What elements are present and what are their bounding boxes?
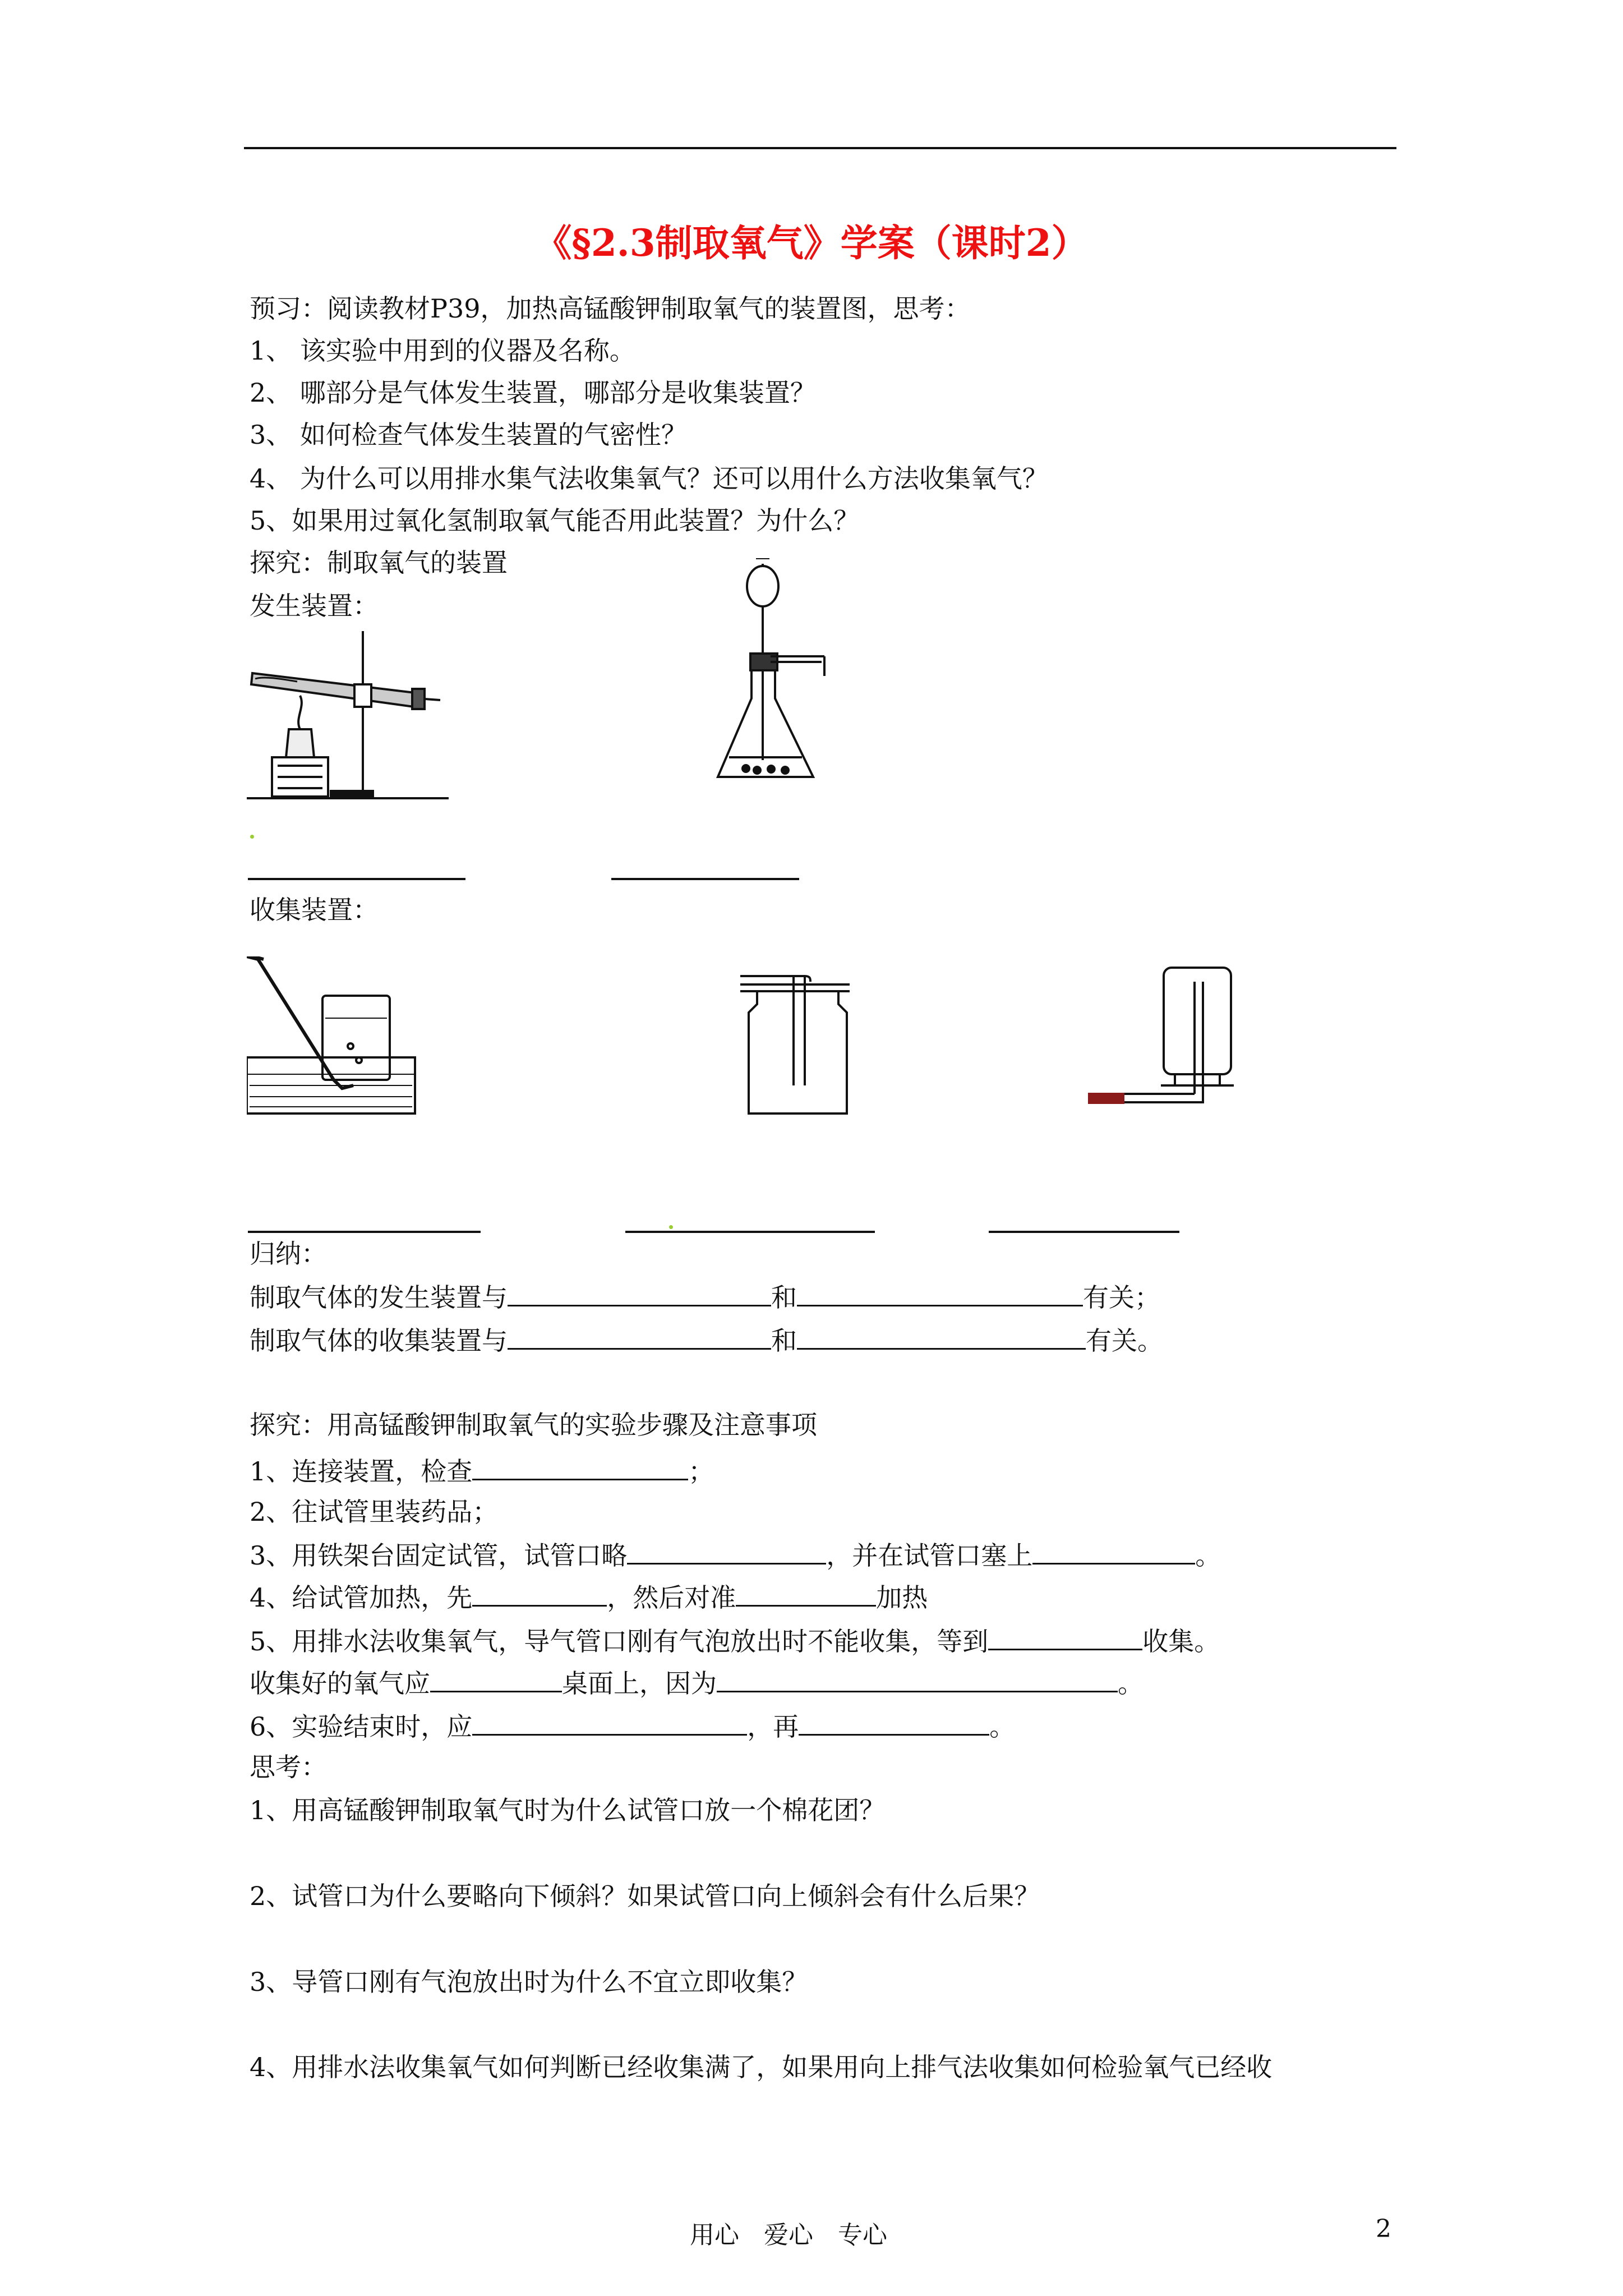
water-displacement-collection-figure [247,956,426,1119]
summary-1-mid: 和 [771,1282,797,1313]
fill-blank[interactable] [797,1279,1083,1306]
fill-blank[interactable] [1032,1537,1195,1565]
speck [669,1225,673,1229]
step-6-text: 6、实验结束时，应 [250,1711,473,1742]
speck [250,835,254,839]
upward-air-displacement-figure [740,956,858,1119]
summary-1-prefix: 制取气体的发生装置与 [250,1282,508,1313]
explore-steps-heading: 探究：用高锰酸钾制取氧气的实验步骤及注意事项 [250,1410,817,1440]
explore-apparatus-heading: 探究：制取氧气的装置 [250,547,508,578]
step-1-end: ； [688,1456,714,1487]
fill-blank[interactable] [430,1665,562,1692]
step-3-mid: ，并在试管口塞上 [826,1540,1033,1571]
step-5-end: 收集。 [1142,1626,1220,1657]
step-6-end: 。 [989,1711,1016,1742]
preview-question-5: 5、如果用过氧化氢制取氧气能否用此装置？为什么？ [250,505,860,536]
step-3 [250,1537,1221,1572]
answer-blank-collection-2 [625,1231,875,1233]
summary-2-mid: 和 [771,1326,797,1356]
step-2: 2、往试管里装药品； [250,1497,499,1527]
think-question-2: 2、试管口为什么要略向下倾斜？如果试管口向上倾斜会有什么后果？ [250,1881,1040,1911]
fill-blank[interactable] [799,1708,989,1736]
document-title: 《§2.3制取氧气》学案（课时2） [534,221,1089,265]
summary-1-suffix: 有关； [1083,1282,1160,1313]
step-5c-text: 收集好的氧气应 [250,1668,430,1699]
summary-line-1 [250,1279,1160,1314]
step-6 [250,1708,1015,1743]
step-4-mid: ，然后对准 [607,1582,736,1613]
fill-blank[interactable] [472,1708,747,1736]
fill-blank[interactable] [627,1537,826,1565]
page-footer: 用心 爱心 专心 [690,2221,887,2249]
summary-2-suffix: 有关。 [1086,1326,1163,1356]
answer-blank-collection-3 [989,1231,1179,1233]
step-5c-mid: 桌面上，因为 [562,1668,717,1699]
think-question-4: 4、用排水法收集氧气如何判断已经收集满了，如果用向上排气法收集如何检验氧气已经收 [250,2052,1272,2082]
step-1 [250,1453,714,1488]
think-heading: 思考： [250,1752,327,1782]
step-5 [250,1623,1220,1658]
collection-apparatus-label: 收集装置： [250,895,379,925]
page-number: 2 [1376,2215,1391,2243]
think-question-3: 3、导管口刚有气泡放出时为什么不宜立即收集？ [250,1967,808,1997]
summary-line-2 [250,1322,1163,1358]
step-4-end: 加热 [876,1582,928,1613]
step-3-end: 。 [1195,1540,1221,1571]
preview-heading: 预习：阅读教材P39，加热高锰酸钾制取氧气的装置图，思考： [250,293,971,324]
flask-funnel-apparatus-figure [712,558,858,799]
think-question-1: 1、用高锰酸钾制取氧气时为什么试管口放一个棉花团？ [250,1795,886,1825]
step-4 [250,1579,928,1614]
generation-apparatus-label: 发生装置： [250,591,379,621]
fill-blank[interactable] [717,1665,1118,1692]
fill-blank[interactable] [508,1279,771,1306]
header-rule [244,147,1396,149]
step-5c-end: 。 [1118,1668,1144,1699]
summary-2-prefix: 制取气体的收集装置与 [250,1326,508,1356]
step-6-mid: ，再 [747,1711,799,1742]
answer-blank-generation-1 [248,878,465,880]
summary-heading: 归纳： [250,1239,327,1269]
fill-blank[interactable] [472,1579,607,1607]
fill-blank[interactable] [797,1322,1086,1350]
step-1-text: 1、连接装置，检查 [250,1456,473,1487]
answer-blank-collection-1 [248,1231,481,1233]
step-4-text: 4、给试管加热，先 [250,1582,473,1613]
preview-question-3: 3、 如何检查气体发生装置的气密性？ [250,420,687,450]
preview-question-2: 2、 哪部分是气体发生装置，哪部分是收集装置？ [250,378,816,408]
answer-blank-generation-2 [611,878,799,880]
heating-test-tube-apparatus-figure [247,623,449,802]
downward-air-displacement-figure [1085,965,1237,1116]
fill-blank[interactable] [988,1623,1142,1650]
preview-question-4: 4、 为什么可以用排水集气法收集氧气？还可以用什么方法收集氧气？ [250,463,1048,494]
preview-question-1: 1、 该实验中用到的仪器及名称。 [250,335,635,366]
step-3-text: 3、用铁架台固定试管，试管口略 [250,1540,628,1571]
fill-blank[interactable] [472,1453,688,1480]
step-5-continued [250,1665,1144,1700]
step-5-text: 5、用排水法收集氧气，导气管口刚有气泡放出时不能收集，等到 [250,1626,989,1657]
fill-blank[interactable] [736,1579,876,1607]
fill-blank[interactable] [508,1322,771,1350]
